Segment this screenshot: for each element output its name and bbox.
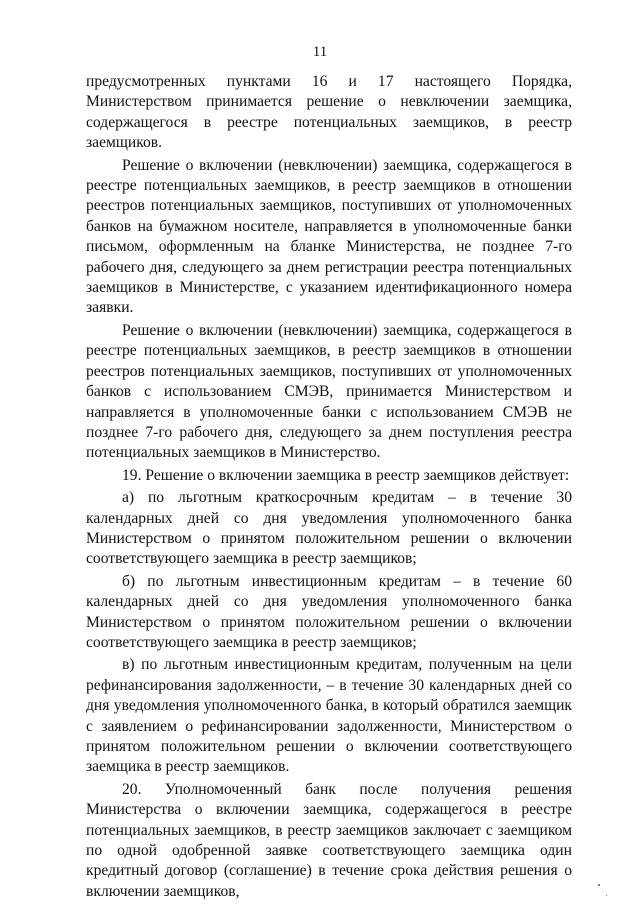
scan-speck (606, 895, 607, 896)
paragraph-smev-decision: Решение о включении (невключении) заемщика, содержащегося в реестре потенциальных заемщиков, в реестр заемщиков в отношении реестров потенциальных заемщиков, поступивших от уполномоченных банков с использованием СМЭВ, принимается Министерством и направляется в уполномоченные банки с использованием СМЭВ не позднее 7-го рабочего дня, следующего за днем поступления реестра потенциальных заемщиков в Министерство. (86, 321, 572, 462)
paragraph-paper-decision: Решение о включении (невключении) заемщика, содержащегося в реестре потенциальных заемщиков, в реестр заемщиков в отношении реестров потенциальных заемщиков, поступивших от уполномоченных банков на бумажном носителе, направляется в уполномоченные банки письмом, оформленным на бланке Министерства, не позднее 7-го рабочего дня, следующего за днем регистрации реестра потенциальных заемщиков в Министерстве, с указанием идентификационного номера заявки. (86, 156, 572, 317)
paragraph-clause-20: 20. Уполномоченный банк после получения решения Министерства о включении заемщика, содержащегося в реестре потенциальных заемщиков, в реестр заемщиков заключает с заемщиком по одной одобренной заявке соответствующего заемщика один кредитный договор (соглашение) в течение срока действия решения о включении заемщиков, (86, 780, 572, 900)
paragraph-clause-19-b: б) по льготным инвестиционным кредитам – в течение 60 календарных дней со дня уведомления уполномоченного банка Министерством о принятом положительном решении о включении соответствующего заемщика в реестр заемщиков; (86, 572, 572, 651)
scan-speck (598, 884, 600, 886)
paragraph-clause-19-v: в) по льготным инвестиционным кредитам, полученным на цели рефинансирования задолженности, – в течение 30 календарных дней со дня уведомления уполномоченного банка, в который обратился заемщик с заявлением о рефинансировании задолженности, Министерством о принятом положительном решении о включении соответствующего заемщика в реестр заемщиков. (86, 656, 572, 776)
document-body (86, 72, 572, 904)
paragraph-clause-19-a: а) по льготным краткосрочным кредитам – в течение 30 календарных дней со дня уведомления уполномоченного банка Министерством о принятом положительном решении о включении соответствующего заемщика в реестр заемщиков; (86, 489, 572, 568)
paragraph-clause-19: 19. Решение о включении заемщика в реестр заемщиков действует: (122, 466, 570, 484)
paragraph-continuation: предусмотренных пунктами 16 и 17 настоящего Порядка, Министерством принимается решение о невключении заемщика, содержащегося в реестре потенциальных заемщиков, в реестр заемщиков. (86, 73, 572, 152)
page-number: 11 (312, 44, 328, 60)
